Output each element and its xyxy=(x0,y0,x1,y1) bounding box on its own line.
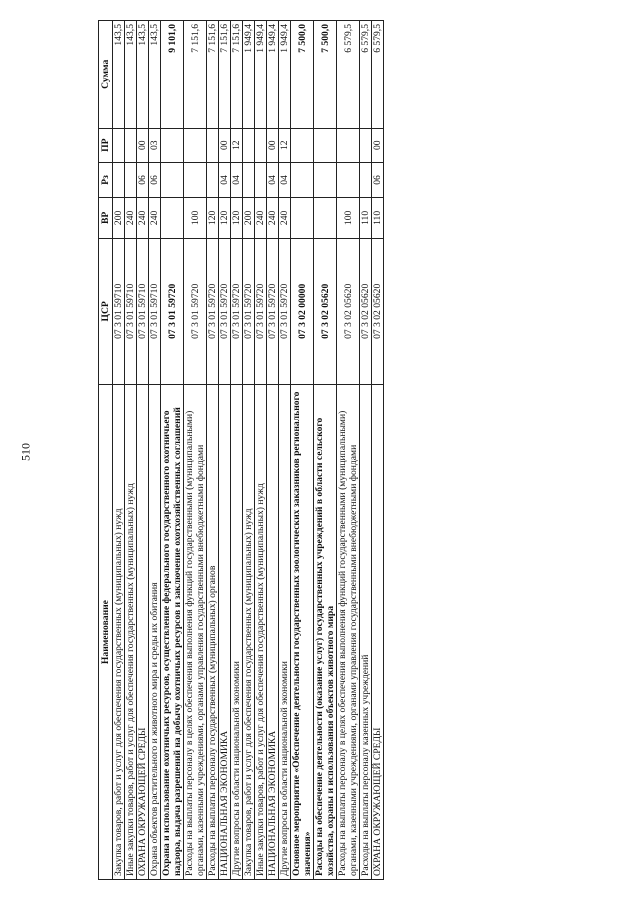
cell-sum: 1 949,4 xyxy=(243,21,255,129)
page-number: 510 xyxy=(18,443,33,461)
cell-csr: 07 3 01 59720 xyxy=(243,238,255,385)
cell-rz xyxy=(255,162,267,197)
cell-name: ОХРАНА ОКРУЖАЮЩЕЙ СРЕДЫ xyxy=(372,385,384,880)
cell-sum: 143,5 xyxy=(149,21,161,129)
table-row xyxy=(267,21,279,880)
cell-sum: 7 151,6 xyxy=(184,21,207,129)
cell-rz xyxy=(113,162,125,197)
cell-pr xyxy=(125,128,137,162)
cell-name: НАЦИОНАЛЬНАЯ ЭКОНОМИКА xyxy=(219,385,231,880)
cell-pr xyxy=(360,128,372,162)
table-row xyxy=(314,21,337,880)
cell-sum: 1 949,4 xyxy=(279,21,291,129)
cell-vr: 240 xyxy=(279,198,291,238)
cell-csr: 07 3 01 59720 xyxy=(255,238,267,385)
table-row xyxy=(161,21,184,880)
cell-vr: 200 xyxy=(113,198,125,238)
cell-csr: 07 3 01 59710 xyxy=(149,238,161,385)
cell-csr: 07 3 02 05620 xyxy=(314,238,337,385)
cell-sum: 6 579,5 xyxy=(372,21,384,129)
cell-vr: 240 xyxy=(255,198,267,238)
cell-csr: 07 3 01 59720 xyxy=(219,238,231,385)
cell-name: Другие вопросы в области национальной экономики xyxy=(279,385,291,880)
cell-csr: 07 3 01 59720 xyxy=(161,238,184,385)
cell-name: ОХРАНА ОКРУЖАЮЩЕЙ СРЕДЫ xyxy=(137,385,149,880)
cell-rz: 06 xyxy=(137,162,149,197)
cell-pr xyxy=(291,128,314,162)
cell-pr xyxy=(255,128,267,162)
cell-csr: 07 3 01 59710 xyxy=(125,238,137,385)
cell-sum: 6 579,5 xyxy=(360,21,372,129)
cell-vr: 100 xyxy=(337,198,360,238)
cell-sum: 6 579,5 xyxy=(337,21,360,129)
cell-sum: 7 500,0 xyxy=(291,21,314,129)
cell-csr: 07 3 02 05620 xyxy=(337,238,360,385)
cell-vr: 120 xyxy=(219,198,231,238)
table-row xyxy=(125,21,137,880)
cell-sum: 1 949,4 xyxy=(255,21,267,129)
cell-vr: 200 xyxy=(243,198,255,238)
header-vr: ВР xyxy=(99,198,113,238)
cell-rz: 04 xyxy=(279,162,291,197)
header-sum: Сумма xyxy=(99,21,113,129)
cell-csr: 07 3 01 59720 xyxy=(207,238,219,385)
cell-sum: 7 151,6 xyxy=(231,21,243,129)
cell-name: Другие вопросы в области национальной экономики xyxy=(231,385,243,880)
table-row xyxy=(360,21,372,880)
cell-pr: 00 xyxy=(137,128,149,162)
cell-pr: 00 xyxy=(372,128,384,162)
cell-rz xyxy=(314,162,337,197)
header-csr: ЦСР xyxy=(99,238,113,385)
cell-sum: 143,5 xyxy=(137,21,149,129)
cell-name: Иные закупки товаров, работ и услуг для обеспечения государственных (муниципальных) нужд xyxy=(255,385,267,880)
cell-name: Закупка товаров, работ и услуг для обеспечения государственных (муниципальных) нужд xyxy=(243,385,255,880)
cell-rz xyxy=(184,162,207,197)
cell-rz: 06 xyxy=(149,162,161,197)
cell-vr: 240 xyxy=(149,198,161,238)
table-row xyxy=(184,21,207,880)
cell-csr: 07 3 01 59720 xyxy=(279,238,291,385)
cell-csr: 07 3 02 05620 xyxy=(360,238,372,385)
header-pr: ПР xyxy=(99,128,113,162)
cell-csr: 07 3 01 59720 xyxy=(267,238,279,385)
cell-csr: 07 3 01 59720 xyxy=(184,238,207,385)
table-row xyxy=(207,21,219,880)
cell-pr xyxy=(314,128,337,162)
cell-rz xyxy=(291,162,314,197)
table-row xyxy=(137,21,149,880)
table-row xyxy=(337,21,360,880)
cell-pr xyxy=(207,128,219,162)
table-row xyxy=(149,21,161,880)
cell-vr: 100 xyxy=(184,198,207,238)
cell-vr xyxy=(161,198,184,238)
cell-csr: 07 3 01 59710 xyxy=(137,238,149,385)
cell-pr xyxy=(243,128,255,162)
cell-rz: 06 xyxy=(372,162,384,197)
cell-name: НАЦИОНАЛЬНАЯ ЭКОНОМИКА xyxy=(267,385,279,880)
cell-rz xyxy=(125,162,137,197)
table-row xyxy=(255,21,267,880)
cell-pr xyxy=(337,128,360,162)
cell-name: Расходы на обеспечение деятельности (оказание услуг) государственных учреждений в области сельского хозяйства, охраны и использования объектов животного мира xyxy=(314,385,337,880)
cell-rz xyxy=(243,162,255,197)
table-row xyxy=(231,21,243,880)
cell-name: Охрана объектов растительного и животного мира и среды их обитания xyxy=(149,385,161,880)
cell-name: Расходы на выплаты персоналу казенных учреждений xyxy=(360,385,372,880)
header-name: Наименование xyxy=(99,385,113,880)
cell-name: Расходы на выплаты персоналу в целях обеспечения выполнения функций государственными (муниципальными) органами, казенными учреждениями, органами управления государственными внебюджетными фондами xyxy=(184,385,207,880)
cell-vr xyxy=(314,198,337,238)
cell-rz xyxy=(207,162,219,197)
cell-name: Расходы на выплаты персоналу в целях обеспечения выполнения функций государственными (муниципальными) органами, казенными учреждениями, органами управления государственными внебюджетными фондами xyxy=(337,385,360,880)
cell-csr: 07 3 02 00000 xyxy=(291,238,314,385)
cell-sum: 1 949,4 xyxy=(267,21,279,129)
cell-rz: 04 xyxy=(219,162,231,197)
cell-pr: 03 xyxy=(149,128,161,162)
table-body xyxy=(113,21,384,880)
cell-pr: 00 xyxy=(219,128,231,162)
cell-name: Иные закупки товаров, работ и услуг для обеспечения государственных (муниципальных) нужд xyxy=(125,385,137,880)
cell-csr: 07 3 02 05620 xyxy=(372,238,384,385)
table-row xyxy=(279,21,291,880)
cell-name: Расходы на выплаты персоналу государственных (муниципальных) органов xyxy=(207,385,219,880)
table-header-row xyxy=(99,21,113,880)
cell-rz xyxy=(337,162,360,197)
cell-pr: 12 xyxy=(279,128,291,162)
cell-vr: 110 xyxy=(360,198,372,238)
table-row xyxy=(372,21,384,880)
cell-csr: 07 3 01 59720 xyxy=(231,238,243,385)
cell-sum: 9 101,0 xyxy=(161,21,184,129)
cell-name: Основное мероприятие «Обеспечение деятельности государственных зоологических заказников регионального значения» xyxy=(291,385,314,880)
cell-pr: 00 xyxy=(267,128,279,162)
cell-rz: 04 xyxy=(231,162,243,197)
cell-vr xyxy=(291,198,314,238)
budget-table xyxy=(98,20,384,880)
cell-pr: 12 xyxy=(231,128,243,162)
table-row xyxy=(219,21,231,880)
cell-rz xyxy=(360,162,372,197)
cell-pr xyxy=(113,128,125,162)
cell-rz xyxy=(161,162,184,197)
cell-csr: 07 3 01 59710 xyxy=(113,238,125,385)
table-row xyxy=(291,21,314,880)
cell-pr xyxy=(161,128,184,162)
cell-name: Закупка товаров, работ и услуг для обеспечения государственных (муниципальных) нужд xyxy=(113,385,125,880)
cell-vr: 120 xyxy=(231,198,243,238)
header-rz: Рз xyxy=(99,162,113,197)
cell-vr: 240 xyxy=(137,198,149,238)
rotated-table-sheet xyxy=(98,20,560,880)
cell-sum: 7 151,6 xyxy=(219,21,231,129)
cell-sum: 143,5 xyxy=(125,21,137,129)
table-row xyxy=(113,21,125,880)
cell-vr: 240 xyxy=(267,198,279,238)
cell-vr: 110 xyxy=(372,198,384,238)
table-row xyxy=(243,21,255,880)
cell-name: Охрана и использование охотничьих ресурсов, осуществление федерального государственного охотничьего надзора, выдача разрешений на добычу охотничьих ресурсов и заключение охотхозяйственных соглашений xyxy=(161,385,184,880)
cell-sum: 7 500,0 xyxy=(314,21,337,129)
cell-vr: 120 xyxy=(207,198,219,238)
cell-sum: 143,5 xyxy=(113,21,125,129)
cell-rz: 04 xyxy=(267,162,279,197)
cell-vr: 240 xyxy=(125,198,137,238)
cell-pr xyxy=(184,128,207,162)
cell-sum: 7 151,6 xyxy=(207,21,219,129)
